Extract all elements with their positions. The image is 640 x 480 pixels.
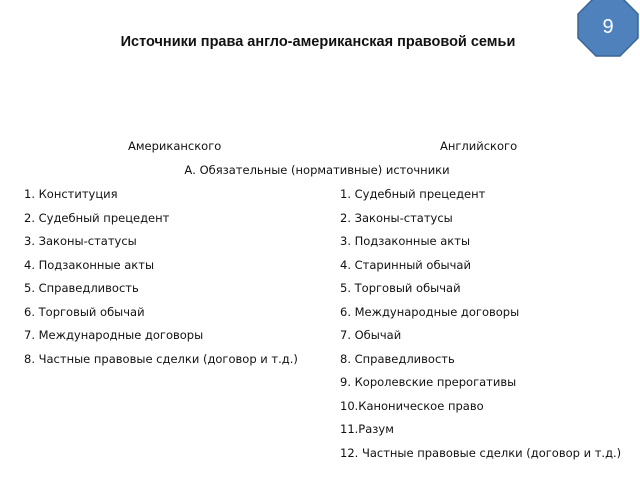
list-item: 7. Международные договоры xyxy=(24,328,204,342)
list-item: 1. Конституция xyxy=(24,187,118,201)
list-item: 7. Обычай xyxy=(340,328,402,342)
list-item: 8. Частные правовые сделки (договор и т.д.) xyxy=(24,351,298,366)
english-sources-list xyxy=(340,186,621,468)
list-item: 2. Законы-статусы xyxy=(340,210,453,225)
list-item: 2. Судебный прецедент xyxy=(24,210,170,225)
section-subheader xyxy=(0,163,640,177)
section-subheader-text: А. Обязательные (нормативные) источники xyxy=(184,163,450,177)
page-number: 9 xyxy=(602,16,614,38)
list-item: 11.Разум xyxy=(340,422,394,436)
list-item: 4. Подзаконные акты xyxy=(24,257,155,272)
list-item: 6. Торговый обычай xyxy=(24,304,145,319)
american-sources-list xyxy=(24,186,298,374)
list-item: 4. Старинный обычай xyxy=(340,257,471,272)
page-number-badge xyxy=(576,0,640,58)
list-item: 12. Частные правовые сделки (договор и т.д.) xyxy=(340,445,622,460)
list-item: 6. Международные договоры xyxy=(340,304,520,319)
list-item: 9. Королевские прерогативы xyxy=(340,375,517,389)
list-item: 3. Подзаконные акты xyxy=(340,234,471,248)
slide-title xyxy=(0,34,640,50)
list-item: 1. Судебный прецедент xyxy=(340,187,486,201)
list-item: 5. Справедливость xyxy=(24,281,139,295)
column-header-english: Английского xyxy=(440,139,518,153)
list-item: 10.Каноническое право xyxy=(340,398,484,413)
slide-title-text: Источники права англо-американская правовой семьи xyxy=(120,34,516,50)
list-item: 5. Торговый обычай xyxy=(340,281,461,295)
list-item: 3. Законы-статусы xyxy=(24,234,137,248)
list-item: 8. Справедливость xyxy=(340,351,455,366)
column-header-american: Американского xyxy=(128,139,222,153)
